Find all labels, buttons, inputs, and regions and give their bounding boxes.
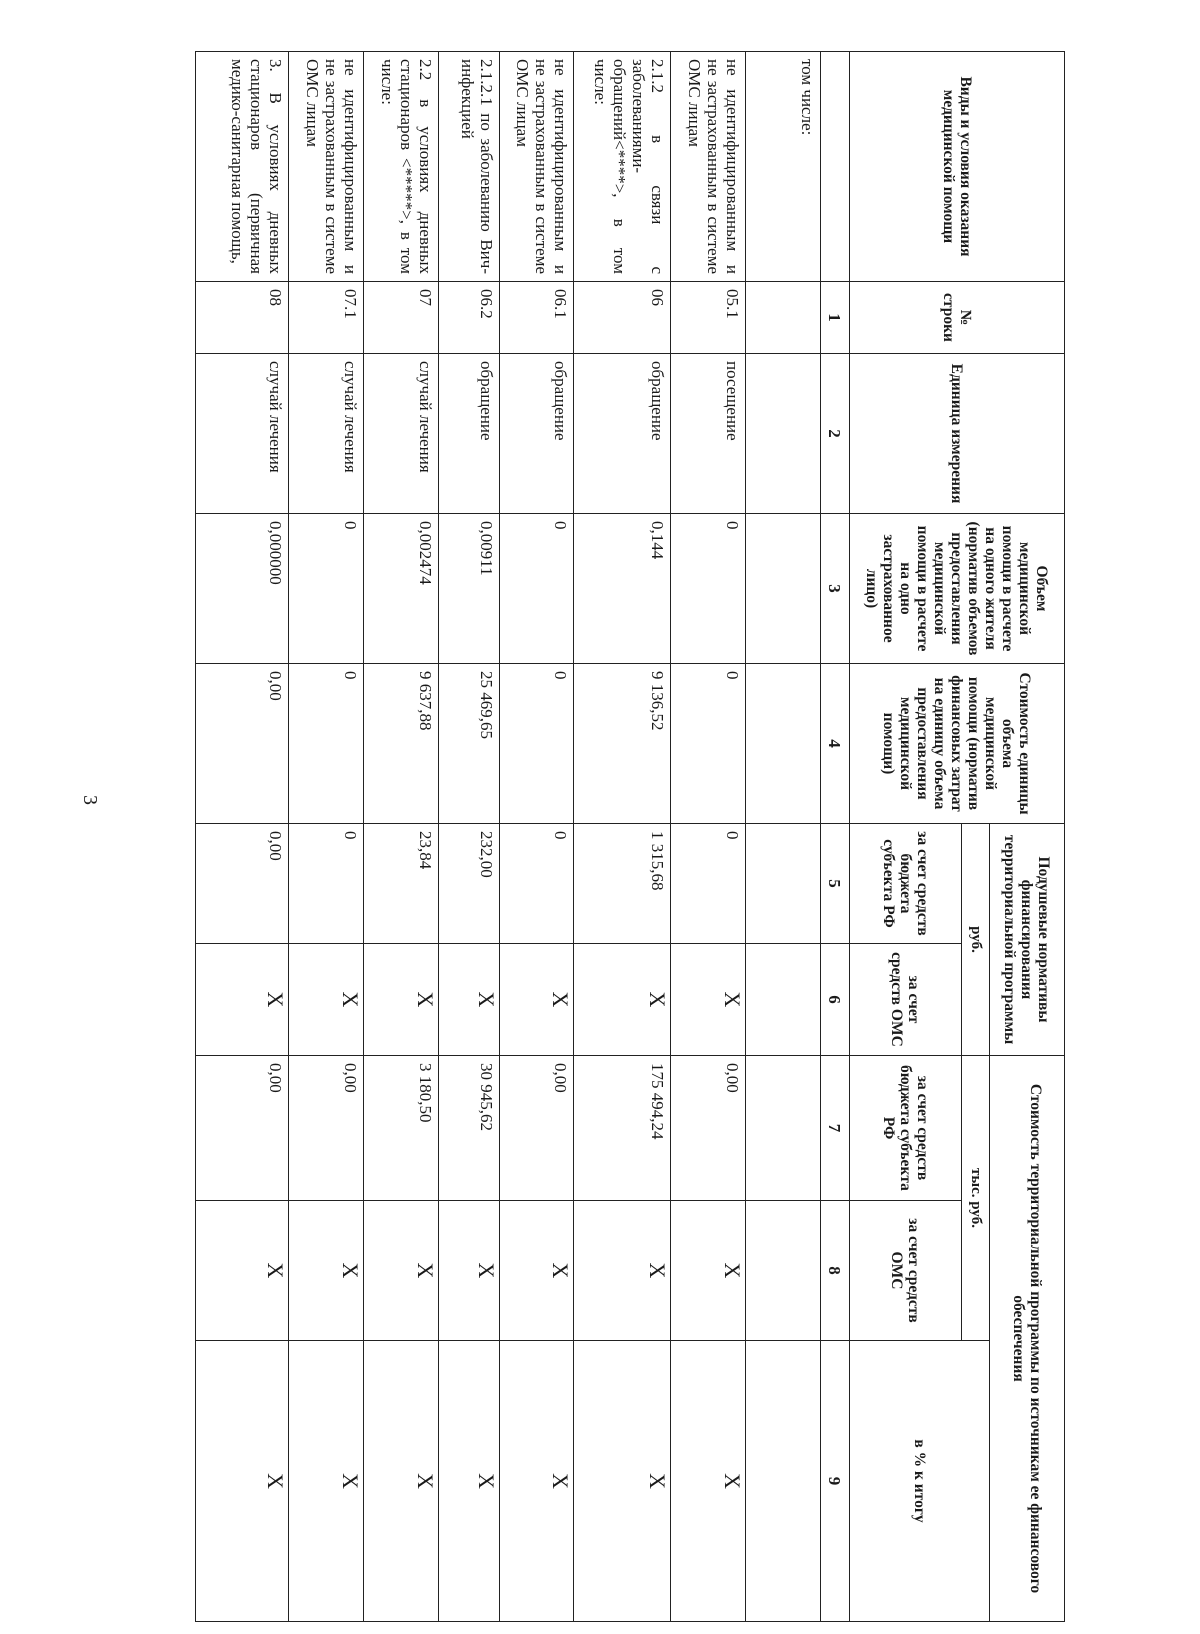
table-cell: X — [289, 1201, 364, 1341]
table-cell: 06.2 — [438, 282, 499, 354]
column-number: 9 — [820, 1341, 849, 1622]
table-cell: 0 — [499, 514, 574, 664]
table-cell: X — [289, 944, 364, 1056]
row-description: не идентифицированным и не застрахованным в системе ОМС лицам — [499, 52, 574, 282]
table-cell: обращение — [438, 354, 499, 514]
row-description: том числе: — [746, 52, 821, 282]
header-cost-budget: за счет средств бюджета субъекта РФ — [850, 1056, 962, 1201]
table-cell: X — [671, 1201, 746, 1341]
table-cell: 06.1 — [499, 282, 574, 354]
table-cell: X — [438, 944, 499, 1056]
table-body — [196, 52, 821, 1622]
table-cell: X — [574, 1341, 671, 1622]
column-number: 8 — [820, 1201, 849, 1341]
table-row — [574, 52, 671, 1622]
table-cell — [746, 944, 821, 1056]
table-cell: X — [574, 944, 671, 1056]
table-cell: 07 — [364, 282, 439, 354]
table-cell: обращение — [574, 354, 671, 514]
table-cell: посещение — [671, 354, 746, 514]
financing-table — [195, 51, 1065, 1622]
table-cell — [746, 1201, 821, 1341]
table-cell: 0 — [499, 824, 574, 944]
table-cell: X — [289, 1341, 364, 1622]
column-number: 4 — [820, 664, 849, 824]
table-cell: 0,00 — [289, 1056, 364, 1201]
header-unit-trub: тыс. руб. — [962, 1056, 990, 1341]
table-row — [289, 52, 364, 1622]
table-cell: 0 — [671, 824, 746, 944]
table-cell: X — [364, 944, 439, 1056]
column-number: 3 — [820, 514, 849, 664]
table-cell: 0 — [671, 664, 746, 824]
table-cell — [746, 824, 821, 944]
header-per-capita-norms: Подушевые нормативы финансирования территориальной программы — [990, 824, 1065, 1056]
table-cell: 07.1 — [289, 282, 364, 354]
table-cell: 25 469,65 — [438, 664, 499, 824]
header-types: Виды и условия оказания медицинской помощи — [850, 52, 1065, 282]
table-row — [499, 52, 574, 1622]
table-cell: случай лечения — [364, 354, 439, 514]
table-cell — [746, 664, 821, 824]
table-cell: 05.1 — [671, 282, 746, 354]
row-description: не идентифицированным и не застрахованным в системе ОМС лицам — [289, 52, 364, 282]
table-cell: 08 — [196, 282, 290, 354]
column-number: 5 — [820, 824, 849, 944]
column-number: 1 — [820, 282, 849, 354]
header-norm-budget: за счет средств бюджета субъекта РФ — [850, 824, 962, 944]
table-cell: случай лечения — [289, 354, 364, 514]
table-cell: 232,00 — [438, 824, 499, 944]
table-cell: 0 — [289, 824, 364, 944]
column-number: 7 — [820, 1056, 849, 1201]
row-description: не идентифицированным и не застрахованным в системе ОМС лицам — [671, 52, 746, 282]
table-cell: обращение — [499, 354, 574, 514]
table-cell: X — [438, 1341, 499, 1622]
table-row — [438, 52, 499, 1622]
table-cell: X — [438, 1201, 499, 1341]
table-cell: X — [196, 1341, 290, 1622]
row-description: 2.1.2 в связи с заболеваниями-обращений<****>, в том числе: — [574, 52, 671, 282]
table-cell: 23,84 — [364, 824, 439, 944]
table-cell: X — [196, 944, 290, 1056]
header-unit-cost: Стоимость единицы объема медицинской помощи (норматив финансовых затрат на единицу объема предоставления медицинской помощи) — [850, 664, 1065, 824]
table-cell: 06 — [574, 282, 671, 354]
table-cell — [746, 282, 821, 354]
table-row — [746, 52, 821, 1622]
table-cell: 0,00 — [196, 824, 290, 944]
table-cell: 175 494,24 — [574, 1056, 671, 1201]
column-number: 2 — [820, 354, 849, 514]
header-norm-oms: за счет средств ОМС — [850, 944, 962, 1056]
row-description: 3. В условиях дневных стационаров (первичная медико-санитарная помощь, — [196, 52, 290, 282]
header-unit: Единица измерения — [850, 354, 1065, 514]
table-cell: 9 136,52 — [574, 664, 671, 824]
header-program-cost: Стоимость территориальной программы по источникам ее финансового обеспечения — [990, 1056, 1065, 1622]
table-cell: X — [671, 1341, 746, 1622]
table-cell: 1 315,68 — [574, 824, 671, 944]
table-cell: 0,00 — [671, 1056, 746, 1201]
header-cost-oms: за счет средств ОМС — [850, 1201, 962, 1341]
table-cell: 0,000000 — [196, 514, 290, 664]
table-cell: 0,00 — [499, 1056, 574, 1201]
table-cell: X — [499, 944, 574, 1056]
header-volume: Объем медицинской помощи в расчете на одного жителя (норматив объемов предоставления медицинской помощи в расчете на одно застрахованное лицо) — [850, 514, 1065, 664]
table-cell — [746, 1056, 821, 1201]
table-cell: 0 — [289, 664, 364, 824]
table-cell — [746, 1341, 821, 1622]
column-number-blank — [820, 52, 849, 282]
table-row — [196, 52, 290, 1622]
table-cell: X — [499, 1341, 574, 1622]
table-cell: X — [364, 1341, 439, 1622]
table-cell: 0,144 — [574, 514, 671, 664]
table-row — [364, 52, 439, 1622]
row-description: 2.1.2.1 по заболеванию Вич-инфекцией — [438, 52, 499, 282]
header-unit-rub: руб. — [962, 824, 990, 1056]
table-row — [671, 52, 746, 1622]
table-cell: X — [196, 1201, 290, 1341]
table-cell: 0 — [499, 664, 574, 824]
column-number-row — [820, 52, 849, 1622]
table-cell: 9 637,88 — [364, 664, 439, 824]
rotated-table-container — [195, 51, 1065, 1621]
table-cell: 0,00 — [196, 1056, 290, 1201]
table-cell: 0,00 — [196, 664, 290, 824]
column-number: 6 — [820, 944, 849, 1056]
table-cell — [746, 514, 821, 664]
table-cell: X — [671, 944, 746, 1056]
table-cell — [746, 354, 821, 514]
page-number: 3 — [79, 795, 101, 805]
table-cell: 0 — [289, 514, 364, 664]
table-cell: 0 — [671, 514, 746, 664]
row-description: 2.2 в условиях дневных стационаров <*****>, в том числе: — [364, 52, 439, 282]
table-cell: 0,002474 — [364, 514, 439, 664]
table-cell: X — [574, 1201, 671, 1341]
table-cell: X — [499, 1201, 574, 1341]
table-cell: 30 945,62 — [438, 1056, 499, 1201]
table-cell: 0,00911 — [438, 514, 499, 664]
header-row-number: № строки — [850, 282, 1065, 354]
table-cell: X — [364, 1201, 439, 1341]
table-cell: случай лечения — [196, 354, 290, 514]
table-cell: 3 180,50 — [364, 1056, 439, 1201]
header-percent-total: в % к итогу — [850, 1341, 990, 1622]
